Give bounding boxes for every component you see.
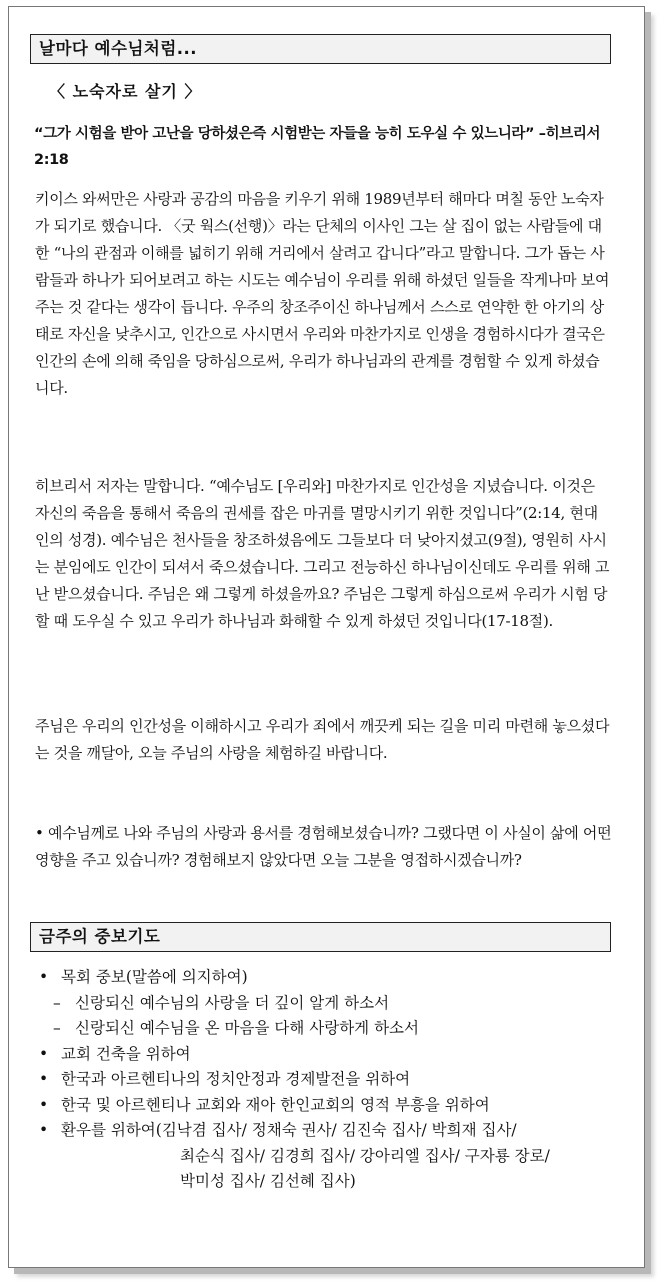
prayer-item-text: 목회 중보(말씀에 의지하여): [61, 968, 248, 986]
prayer-item-text: 신랑되신 예수님의 사랑을 더 깊이 알게 하소서: [75, 993, 390, 1012]
daily-devotion-header: [30, 34, 611, 64]
paragraph-2: 히브리서 저자는 말합니다. “예수님도 [우리와] 마찬가지로 인간성을 지녔습니다. 이것은 자신의 죽음을 통해서 죽음의 권세를 잡은 마귀를 멸망시키기 위한 것입니다”(2:14, 현대인의 성경). 예수님은 천사들을 창조하셨음에도 그들보다 더 낮아지셨고(9절), 영원히 사시는 분임에도 인간이 되셔서 죽으셨습니다. 그리고 전능하신 하나님이신데도 우리를 위해 고난 받으셨습니다. 주님은 왜 그렇게 하셨을까요? 주님은 그렇게 하심으로써 우리가 시험 당할 때 도우실 수 있고 우리가 하나님과 화해할 수 있게 하셨던 것입니다(17-18절).: [35, 477, 610, 630]
paragraph-3: 주님은 우리의 인간성을 이해하시고 우리가 죄에서 깨끗케 되는 길을 미리 마련해 놓으셨다는 것을 깨달아, 오늘 주님의 사랑을 체험하길 바랍니다.: [35, 717, 610, 762]
bullet-icon: •: [39, 1070, 49, 1088]
devotion-subtitle: 〈 노숙자로 살기 〉: [49, 82, 202, 101]
prayer-item-text: 교회 건축을 위하여: [61, 1044, 191, 1063]
prayer-subitem: [39, 1016, 619, 1042]
prayer-item-text: 한국과 아르헨티나의 정치안정과 경제발전을 위하여: [61, 1070, 411, 1088]
intercessory-prayer-header: [30, 922, 611, 952]
prayer-item: [39, 1067, 619, 1093]
bullet-icon: •: [39, 1095, 49, 1114]
bulletin-page: [8, 6, 645, 1268]
prayer-item: [39, 965, 619, 991]
prayer-subitem: [39, 991, 619, 1017]
scripture-verse: “그가 시험을 받아 고난을 당하셨은즉 시험받는 자들을 능히 도우실 수 있느니라” –히브리서 2:18: [34, 126, 601, 168]
dash-icon: –: [53, 1019, 61, 1037]
prayer-item-text: 한국 및 아르헨티나 교회와 재아 한인교회의 영적 부흥을 위하여: [61, 1095, 490, 1114]
paragraph-1: 키이스 와써만은 사랑과 공감의 마음을 키우기 위해 1989년부터 해마다 며칠 동안 노숙자가 되기로 했습니다. 〈굿 웍스(선행)〉라는 단체의 이사인 그는 살 집이 없는 사람들에 대한 “나의 관점과 이해를 넓히기 위해 거리에서 살려고 갑니다”라고 말합니다. 그가 돕는 사람들과 하나가 되어보려고 하는 시도는 예수님이 우리를 위해 하셨던 일들을 작게나마 보여주는 것 같다는 생각이 듭니다. 우주의 창조주이신 하나님께서 스스로 연약한 한 아기의 상태로 자신을 낮추시고, 인간으로 사시면서 우리와 마찬가지로 인생을 경험하시다가 결국은 인간의 손에 의해 죽임을 당하심으로써, 우리가 하나님과의 관계를 경험할 수 있게 하셨습니다.: [35, 190, 610, 397]
patients-prayer: [61, 1118, 550, 1195]
bullet-icon: •: [39, 1121, 49, 1139]
bullet-icon: •: [39, 1044, 49, 1063]
prayer-item: [39, 1042, 619, 1068]
patients-line: 최순식 집사/ 김경희 집사/ 강아리엘 집사/ 구자룡 장로/: [180, 1146, 550, 1165]
prayer-item: [39, 1118, 619, 1195]
prayer-item-text: 신랑되신 예수님을 온 마음을 다해 사랑하게 하소서: [75, 1019, 419, 1037]
prayer-item: [39, 1093, 619, 1119]
dash-icon: –: [53, 993, 61, 1012]
reflection-question: • 예수님께로 나와 주님의 사랑과 용서를 경험해보셨습니까? 그랬다면 이 사실이 삶에 어떤 영향을 주고 있습니까? 경험해보지 않았다면 오늘 그분을 영접하시겠습니까?: [35, 824, 612, 869]
prayer-list: [39, 965, 619, 1195]
patients-line: 환우를 위하여(김낙겸 집사/ 정채숙 권사/ 김진숙 집사/ 박희재 집사/: [61, 1121, 517, 1139]
daily-devotion-title: 날마다 예수님처럼...: [39, 39, 198, 58]
patients-line: 박미성 집사/ 김선혜 집사): [180, 1172, 356, 1190]
bullet-icon: •: [39, 968, 49, 986]
intercessory-prayer-title: 금주의 중보기도: [39, 927, 161, 946]
